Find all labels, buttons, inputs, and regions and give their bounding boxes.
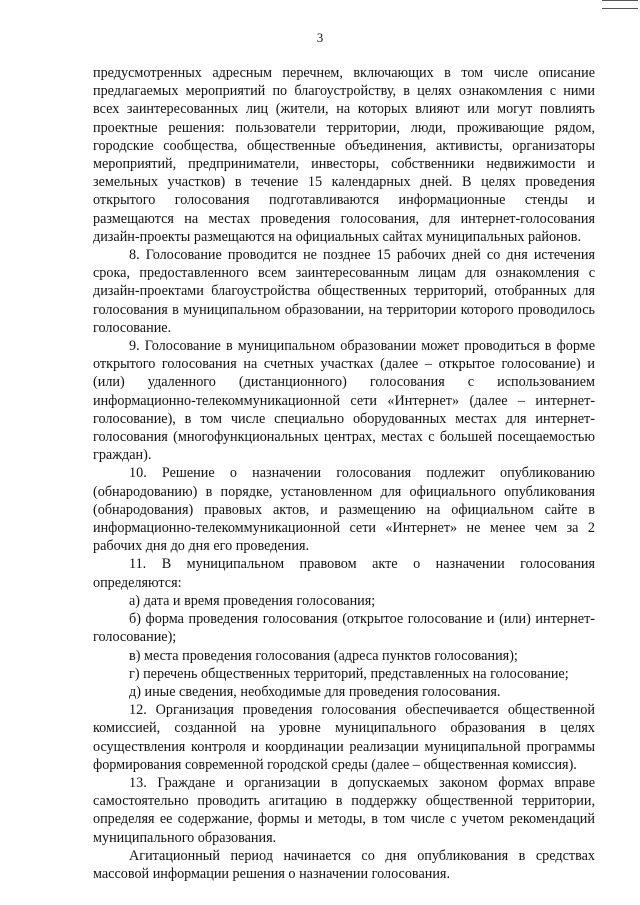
list-item-v: в) места проведения голосования (адреса пунктов голосования);	[129, 647, 518, 664]
paragraph-9: 9. Голосование в муниципальном образовании может проводиться в форме открытого голосования на счетных участках (далее – открытое голосование) и (или) удаленного (дистанционного) голосования с использованием информационно-телекоммуникационной сети «Интернет» (далее – интернет-голосование), в том числе специально оборудованных местах для интернет-голосования (многофункциональных центрах, местах с большей посещаемостью граждан).	[93, 338, 595, 464]
corner-mark	[602, 0, 638, 9]
list-item-g: г) перечень общественных территорий, представленных на голосование;	[129, 665, 569, 682]
paragraph-agitation-period: Агитационный период начинается со дня опубликования в средствах массовой информации решения о назначении голосования.	[93, 847, 595, 882]
list-item-d: д) иные сведения, необходимые для проведения голосования.	[129, 683, 501, 700]
paragraph-11: 11. В муниципальном правовом акте о назначении голосования определяются:	[93, 556, 595, 591]
paragraph-10: 10. Решение о назначении голосования подлежит опубликованию (обнародованию) в порядке, установленном для официального опубликования (обнародования) правовых актов, и размещению на официальном сайте в информационно-телекоммуникационной сети «Интернет» не менее чем за 2 рабочих дня до дня его проведения.	[93, 465, 595, 555]
paragraph-13: 13. Граждане и организации в допускаемых законом формах вправе самостоятельно проводить агитацию в поддержку общественной территории, определяя ее содержание, формы и методы, в том числе с учетом рекомендаций муниципального образования.	[93, 774, 595, 846]
paragraph-8: 8. Голосование проводится не позднее 15 рабочих дней со дня истечения срока, предоставленного всем заинтересованным лицам для ознакомления с дизайн-проектами благоустройства общественных территорий, отобранных для голосования в муниципальном образовании, на территории которого проводилось голосование.	[93, 247, 595, 336]
page-number: 3	[316, 30, 324, 45]
document-body	[93, 64, 595, 883]
paragraph-12: 12. Организация проведения голосования обеспечивается общественной комиссией, созданной на уровне муниципального образования в целях осуществления контроля и координации реализации муниципальной программы формирования современной городской среды (далее – общественная комиссия).	[93, 702, 595, 773]
list-item-a: а) дата и время проведения голосования;	[129, 592, 376, 609]
list-item-b: б) форма проведения голосования (открытое голосование и (или) интернет-голосование);	[93, 611, 595, 646]
paragraph-continued: предусмотренных адресным перечнем, включающих в том числе описание предлагаемых мероприятий по благоустройству, в целях ознакомления с ними всех заинтересованных лиц (жители, на которых влияют или могут повлиять проектные решения: пользователи территории, люди, проживающие рядом, городские сообщества, общественные объединения, активисты, организаторы мероприятий, предприниматели, инвесторы, собственники недвижимости и земельных участков) в течение 15 календарных дней. В целях проведения открытого голосования подготавливаются информационные стенды и размещаются на местах проведения голосования, для интернет-голосования дизайн-проекты размещаются на официальных сайтах муниципальных районов.	[93, 65, 595, 245]
